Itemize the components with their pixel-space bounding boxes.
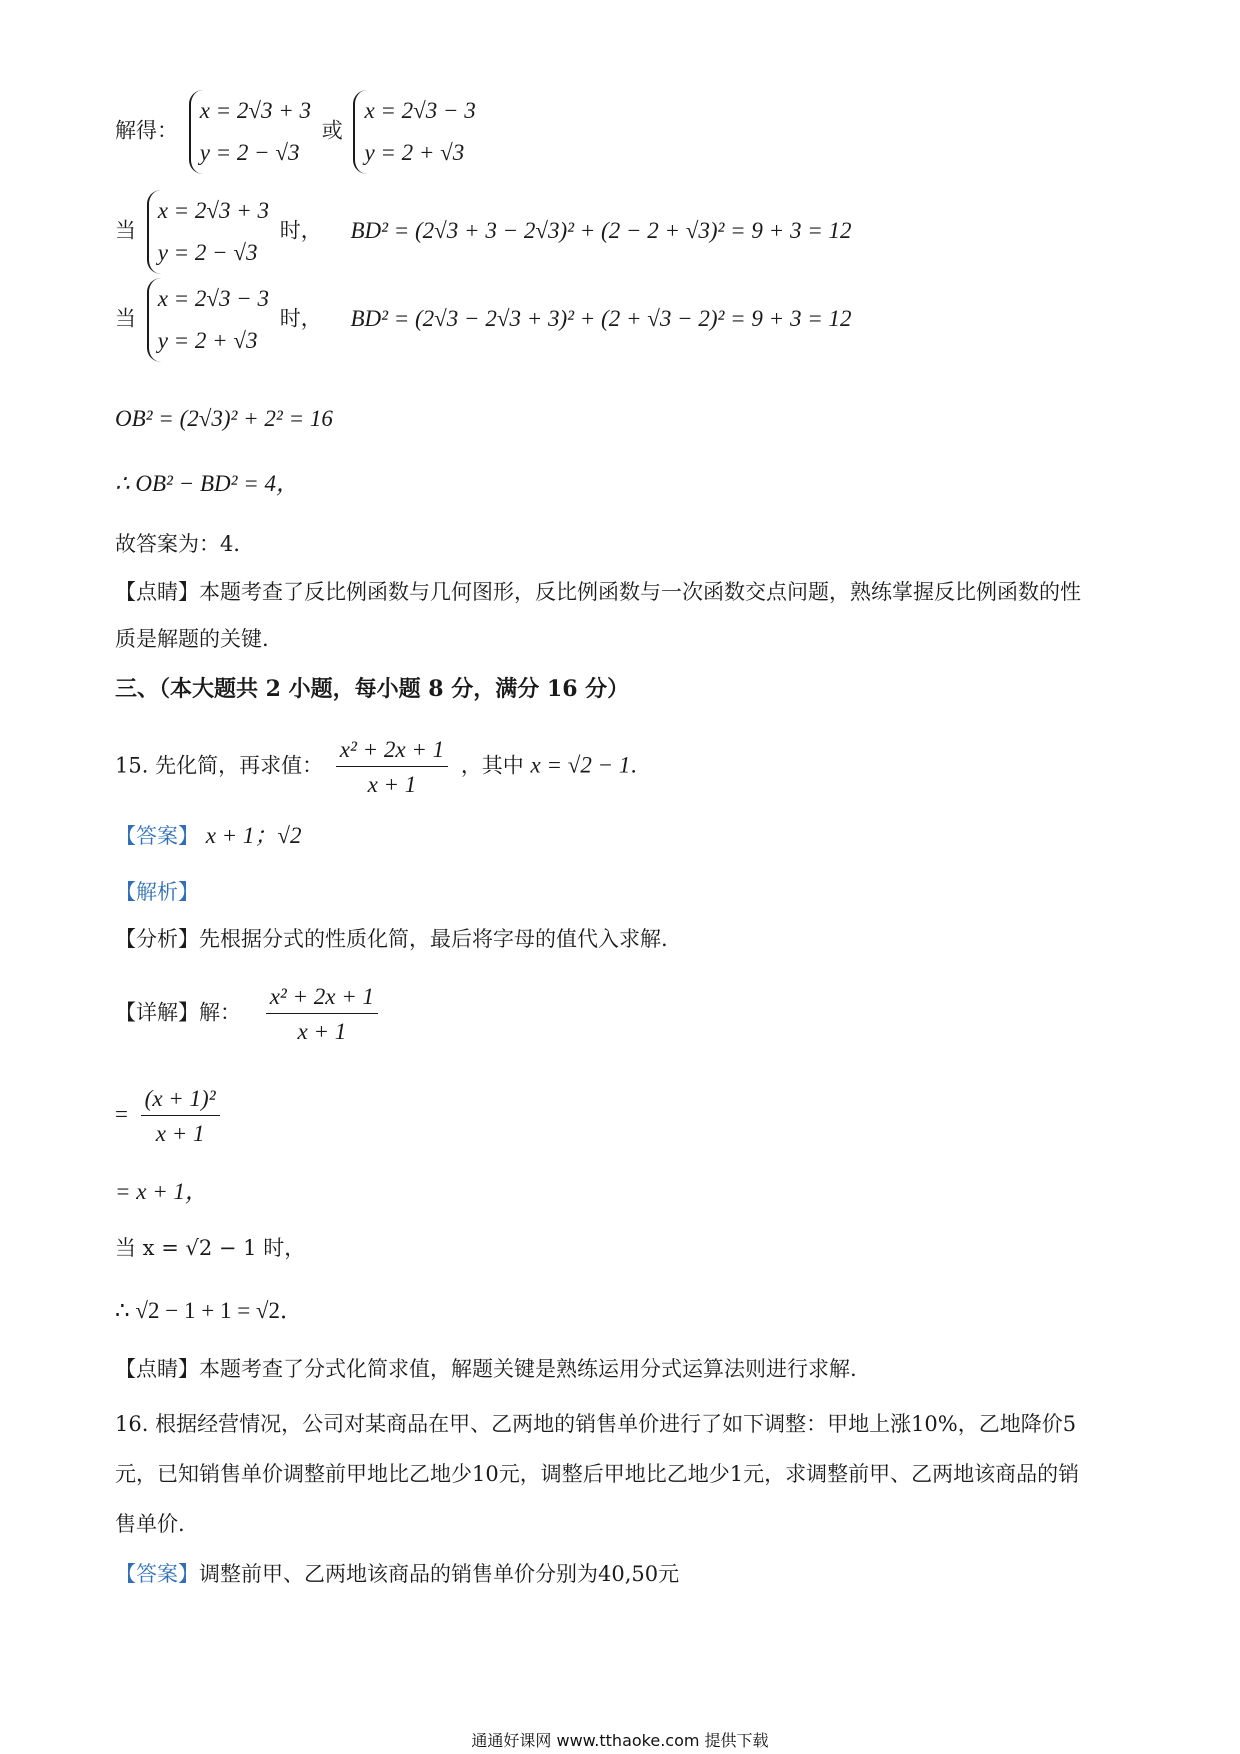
system-2-x: x = 2√3 − 3: [364, 98, 476, 123]
case-2-y: y = 2 + √3: [157, 328, 258, 353]
system-1-y: y = 2 − √3: [199, 140, 300, 165]
q15-x-value: x = √2 − 1: [530, 752, 631, 778]
answer-tag: 【答案】: [115, 824, 199, 848]
answer-statement: 故答案为：4．: [115, 532, 255, 556]
step-1-equals: =: [115, 1101, 128, 1127]
answer-15-value: x + 1；√2: [205, 823, 302, 848]
q15-prefix: 15. 先化简，再求值：: [115, 753, 324, 778]
q15-numerator: x² + 2x + 1: [336, 736, 448, 767]
q15-where: ，其中: [460, 753, 524, 778]
answer-tag: 【答案】: [115, 1562, 199, 1586]
case-1-x: x = 2√3 + 3: [157, 198, 270, 223]
q15-denominator: x + 1: [367, 771, 417, 797]
dianjing-1: [115, 580, 1081, 605]
case-2: [115, 278, 851, 362]
case-1-system: [147, 190, 269, 274]
answer-16-text: 调整前甲、乙两地该商品的销售单价分别为40,50元: [199, 1562, 680, 1586]
dianjing-2: [115, 1357, 857, 1382]
ob-equation: OB² = (2√3)² + 2² = 16: [115, 406, 333, 431]
question-16-line-1: 16. 根据经营情况，公司对某商品在甲、乙两地的销售单价进行了如下调整：甲地上涨10%，乙地降价5: [115, 1412, 1077, 1436]
bd-equation-2: BD² = (2√3 − 2√3 + 3)² + (2 + √3 − 2)² = 9 + 3 = 12: [350, 305, 852, 331]
dianjing-tag: 【点睛】: [115, 1357, 199, 1381]
answer-15: [115, 822, 302, 850]
step-1-numerator: (x + 1)²: [141, 1085, 220, 1116]
when-x: 当 x = √2 − 1 时，: [115, 1236, 306, 1260]
or-word: 或: [321, 118, 343, 143]
case-1-y: y = 2 − √3: [157, 240, 258, 265]
solution-systems: [115, 90, 480, 174]
section-heading: 三、（本大题共 2 小题，每小题 8 分，满分 16 分）: [115, 676, 630, 702]
xiangjie-denominator: x + 1: [297, 1018, 347, 1044]
q15-fraction: [336, 736, 448, 798]
question-16-line-2: 元，已知销售单价调整前甲地比乙地少10元，调整后甲地比乙地少1元，求调整前甲、乙两地该商品的销: [115, 1462, 1080, 1486]
system-1: [189, 90, 311, 174]
xiangjie-tag: 【详解】: [115, 1000, 199, 1025]
system-2: [353, 90, 475, 174]
question-16-line-3: 售单价.: [115, 1512, 185, 1536]
answer-16: [115, 1562, 679, 1587]
case-1: [115, 190, 851, 274]
case-2-x: x = 2√3 − 3: [157, 286, 270, 311]
time-word: 时，: [279, 306, 322, 331]
difference-equation: ∴ OB² − BD² = 4，: [115, 471, 300, 496]
xiangjie-text: 解：: [199, 1000, 241, 1025]
question-15: [115, 736, 651, 798]
case-2-system: [147, 278, 269, 362]
fenxi-text: 先根据分式的性质化简，最后将字母的值代入求解.: [199, 927, 668, 951]
fenxi: [115, 927, 668, 952]
time-word: 时，: [279, 218, 322, 243]
dianjing-1-continued: 质是解题的关键.: [115, 627, 269, 651]
therefore-line: ∴ √2 − 1 + 1 = √2．: [115, 1298, 304, 1323]
fenxi-tag: 【分析】: [115, 927, 199, 951]
jiexi-tag: 【解析】: [115, 880, 199, 904]
xiangjie-numerator: x² + 2x + 1: [266, 983, 378, 1014]
xiangjie: [115, 983, 384, 1045]
step-1: [115, 1085, 226, 1147]
system-2-y: y = 2 + √3: [364, 140, 465, 165]
step-1-fraction: [141, 1085, 220, 1147]
when-word: 当: [115, 306, 136, 331]
dianjing-tag: 【点睛】: [115, 580, 199, 604]
bd-equation-1: BD² = (2√3 + 3 − 2√3)² + (2 − 2 + √3)² = 9 + 3 = 12: [350, 217, 852, 243]
dianjing-2-text: 本题考查了分式化简求值，解题关键是熟练运用分式运算法则进行求解.: [199, 1357, 857, 1381]
when-word: 当: [115, 218, 136, 243]
q15-period: ．: [630, 753, 652, 778]
step-1-denominator: x + 1: [155, 1120, 205, 1146]
system-1-x: x = 2√3 + 3: [199, 98, 312, 123]
dianjing-1-text: 本题考查了反比例函数与几何图形，反比例函数与一次函数交点问题，熟练掌握反比例函数的性: [199, 580, 1081, 604]
footer-watermark: 通通好课网 www.tthaoke.com 提供下载: [471, 1731, 769, 1750]
solve-label: 解得：: [115, 118, 178, 143]
step-2: = x + 1，: [115, 1179, 208, 1204]
xiangjie-fraction: [266, 983, 378, 1045]
